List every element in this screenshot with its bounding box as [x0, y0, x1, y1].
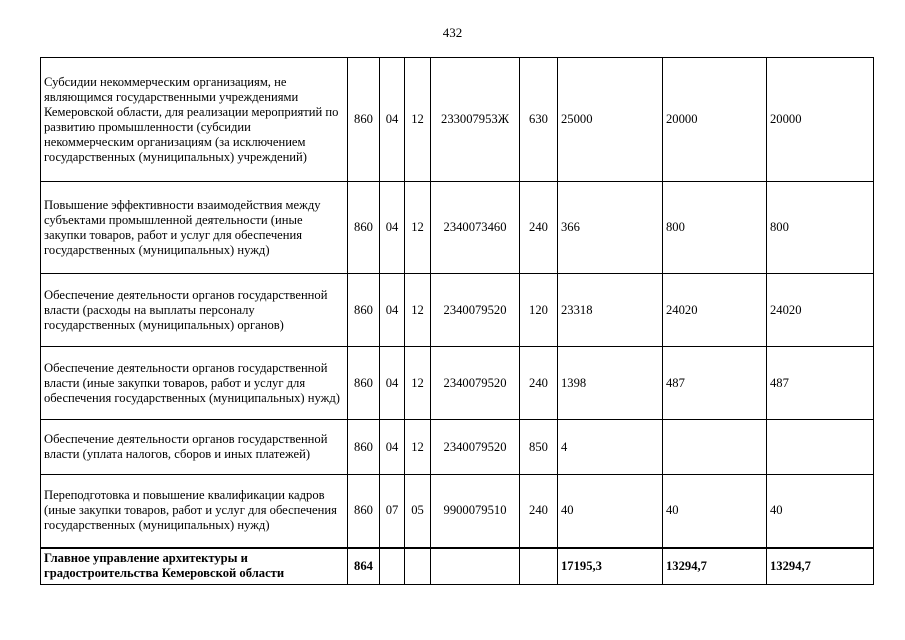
amount-year-2: [663, 420, 767, 475]
expense-type-code: 120: [520, 274, 558, 347]
amount-year-2: 800: [663, 182, 767, 274]
expense-type-code: [520, 548, 558, 585]
target-article-code: 2340079520: [431, 420, 520, 475]
total-amount-year-3: 13294,7: [767, 548, 874, 585]
amount-year-3: 800: [767, 182, 874, 274]
subsection-code: 12: [405, 420, 431, 475]
amount-year-1: 366: [558, 182, 663, 274]
amount-year-2: 24020: [663, 274, 767, 347]
subsection-code: 12: [405, 347, 431, 420]
table-row: [41, 475, 874, 548]
subsection-code: 12: [405, 58, 431, 182]
ministry-code: 864: [348, 548, 380, 585]
page-number: 432: [442, 25, 463, 40]
section-code: 04: [380, 182, 405, 274]
target-article-code: 233007953Ж: [431, 58, 520, 182]
section-code: 04: [380, 347, 405, 420]
total-amount-year-2: 13294,7: [663, 548, 767, 585]
target-article-code: [431, 548, 520, 585]
total-row: [41, 548, 874, 585]
row-description: Переподготовка и повышение квалификации кадров (иные закупки товаров, работ и услуг для обеспечения государственных (муниципальных) нужд): [41, 475, 348, 548]
expense-type-code: 630: [520, 58, 558, 182]
section-code: 04: [380, 274, 405, 347]
table-row: [41, 274, 874, 347]
table-row: [41, 347, 874, 420]
expense-type-code: 240: [520, 475, 558, 548]
section-code: 04: [380, 420, 405, 475]
table-row: [41, 58, 874, 182]
ministry-code: 860: [348, 58, 380, 182]
expense-type-code: 850: [520, 420, 558, 475]
target-article-code: 2340079520: [431, 347, 520, 420]
amount-year-2: 20000: [663, 58, 767, 182]
subsection-code: 05: [405, 475, 431, 548]
amount-year-3: 24020: [767, 274, 874, 347]
section-code: [380, 548, 405, 585]
subsection-code: [405, 548, 431, 585]
amount-year-3: [767, 420, 874, 475]
table-row: [41, 420, 874, 475]
amount-year-3: 40: [767, 475, 874, 548]
amount-year-2: 487: [663, 347, 767, 420]
amount-year-1: 4: [558, 420, 663, 475]
expense-type-code: 240: [520, 347, 558, 420]
budget-table: [40, 57, 874, 585]
target-article-code: 2340073460: [431, 182, 520, 274]
row-description: Обеспечение деятельности органов государственной власти (иные закупки товаров, работ и услуг для обеспечения государственных (муниципальных) нужд): [41, 347, 348, 420]
row-description: Повышение эффективности взаимодействия между субъектами промышленной деятельности (иные закупки товаров, работ и услуг для обеспечения государственных (муниципальных) нужд): [41, 182, 348, 274]
table-row: [41, 182, 874, 274]
subsection-code: 12: [405, 274, 431, 347]
ministry-code: 860: [348, 182, 380, 274]
amount-year-3: 487: [767, 347, 874, 420]
total-amount-year-1: 17195,3: [558, 548, 663, 585]
department-title: Главное управление архитектуры и градостроительства Кемеровской области: [41, 548, 348, 585]
amount-year-1: 25000: [558, 58, 663, 182]
target-article-code: 9900079510: [431, 475, 520, 548]
section-code: 04: [380, 58, 405, 182]
amount-year-1: 1398: [558, 347, 663, 420]
ministry-code: 860: [348, 274, 380, 347]
row-description: Обеспечение деятельности органов государственной власти (расходы на выплаты персоналу государственных (муниципальных) органов): [41, 274, 348, 347]
subsection-code: 12: [405, 182, 431, 274]
ministry-code: 860: [348, 347, 380, 420]
amount-year-3: 20000: [767, 58, 874, 182]
target-article-code: 2340079520: [431, 274, 520, 347]
expense-type-code: 240: [520, 182, 558, 274]
amount-year-1: 40: [558, 475, 663, 548]
amount-year-2: 40: [663, 475, 767, 548]
ministry-code: 860: [348, 475, 380, 548]
row-description: Субсидии некоммерческим организациям, не являющимся государственными учреждениями Кемеровской области, для реализации мероприятий по развитию промышленности (субсидии некоммерческим организациям (за исключением государственных (муниципальных) учреждений): [41, 58, 348, 182]
ministry-code: 860: [348, 420, 380, 475]
section-code: 07: [380, 475, 405, 548]
amount-year-1: 23318: [558, 274, 663, 347]
row-description: Обеспечение деятельности органов государственной власти (уплата налогов, сборов и иных платежей): [41, 420, 348, 475]
